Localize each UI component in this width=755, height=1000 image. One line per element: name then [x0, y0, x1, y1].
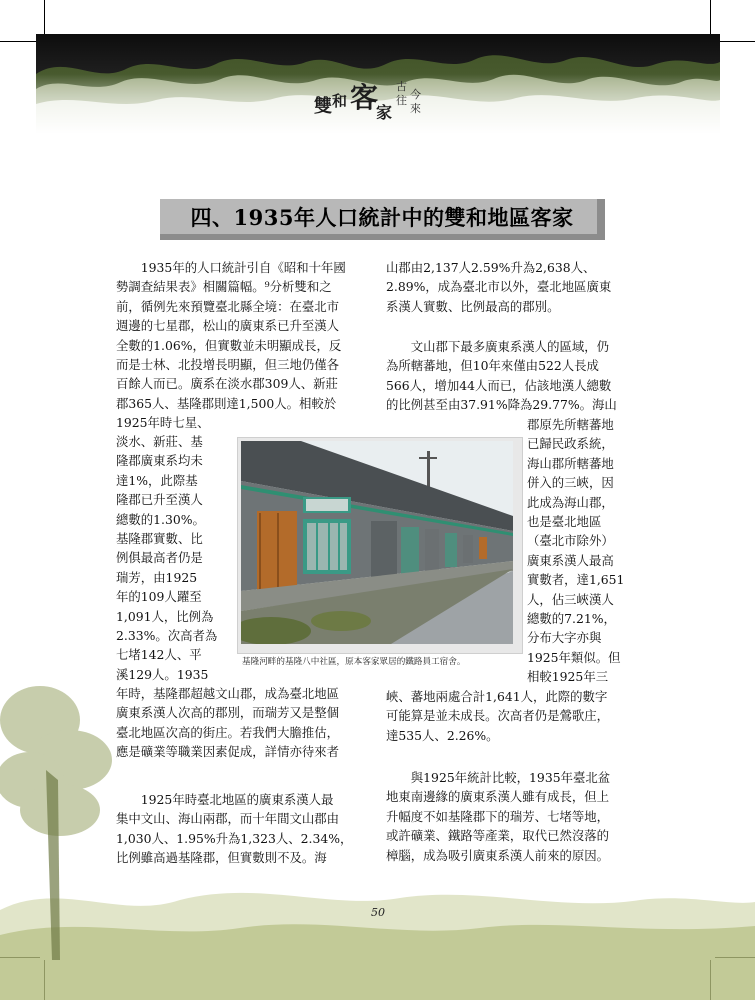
text-line: 週邊的七星郡，松山的廣東系已升至漢人 — [116, 318, 340, 334]
text-line: 1935年的人口統計引自《昭和十年國 — [116, 260, 346, 275]
text-line: 海山郡所轄蕃地 — [527, 455, 614, 471]
right-paragraph-2 — [386, 337, 640, 415]
left-paragraph-1 — [116, 258, 370, 433]
text-line: 總數的1.30%。 — [116, 511, 205, 527]
left-paragraph-2 — [116, 790, 370, 868]
text-line: 2.89%，成為臺北市以外，臺北地區廣東 — [386, 279, 612, 295]
logo-char: 來 — [410, 102, 421, 115]
text-line: 分布大字亦與 — [527, 630, 602, 646]
text-line: 廣東系漢人次高的郡別，而瑞芳又是整個 — [116, 705, 340, 721]
text-line: 集中文山、海山兩郡，而十年間文山郡由 — [116, 811, 340, 827]
text-line: 為所轄蕃地，但10年來僅由522人長成 — [386, 358, 599, 374]
book-logo — [312, 74, 430, 126]
crop-mark — [0, 41, 40, 42]
text-line: 或許礦業、鐵路等產業，取代已然沒落的 — [386, 828, 610, 844]
text-line: 可能算是並未成長。次高者仍是鶯歌庄， — [386, 708, 610, 724]
text-line: 1925年類似。但 — [527, 649, 621, 665]
text-line: 例俱最高者仍是 — [116, 550, 203, 566]
text-line: 前，循例先來預覽臺北縣全境：在臺北市 — [116, 298, 340, 314]
right-wrap-text — [527, 415, 643, 686]
right-paragraph-2-tail — [386, 687, 640, 745]
text-line: 系漢人實數、比例最高的郡別。 — [386, 298, 560, 314]
tree-silhouette — [0, 660, 120, 960]
photo-caption: 基隆河畔的基隆八中社區，原本客家眾居的鐵路員工宿舍。 — [242, 657, 466, 667]
text-line: 人，佔三峽漢人 — [527, 591, 614, 607]
text-line: 勢調查結果表》相關篇幅。⁹分析雙和之 — [116, 279, 332, 295]
section-title: 四、1935年人口統計中的雙和地區客家 — [190, 205, 574, 230]
text-line: 臺北地區次高的街庄。若我們大膽推估， — [116, 724, 340, 740]
text-line: 年時，基隆郡超越文山郡，成為臺北地區 — [116, 686, 340, 701]
logo-char: 和 — [332, 92, 348, 110]
left-paragraph-1-tail — [116, 684, 370, 762]
text-line: 溪129人。1935 — [116, 666, 209, 682]
text-line: 此成為海山郡， — [527, 494, 614, 510]
page-number: 50 — [371, 906, 385, 919]
dormitory-photo — [241, 441, 513, 644]
text-line: 郡原先所轄蕃地 — [527, 417, 614, 432]
text-line: 文山郡下最多廣東系漢人的區域，仍 — [386, 339, 610, 354]
right-paragraph-1 — [386, 258, 640, 316]
text-line: 淡水、新莊、基 — [116, 434, 203, 449]
text-line: 隆郡已升至漢人 — [116, 492, 203, 508]
text-line: 升幅度不如基隆郡下的瑞芳、七堵等地， — [386, 808, 610, 824]
logo-char: 客 — [350, 81, 379, 114]
text-line: 相較1925年三 — [527, 669, 609, 685]
logo-char: 古 — [396, 80, 407, 93]
text-line: 1,091人，比例為 — [116, 608, 214, 624]
text-line: （臺北市除外） — [527, 533, 614, 549]
text-line: 達1%，此際基 — [116, 472, 198, 488]
right-paragraph-3 — [386, 768, 640, 865]
text-line: 而是士林、北投增長明顯，但三地仍僅各 — [116, 356, 340, 372]
text-line: 併入的三峽，因 — [527, 475, 614, 491]
text-line: 地東南邊緣的廣東系漢人雖有成長，但上 — [386, 789, 610, 805]
text-line: 年的109人躍至 — [116, 589, 202, 605]
text-line: 瑞芳，由1925 — [116, 569, 198, 585]
logo-char: 今 — [410, 88, 421, 101]
text-line: 1925年時七星、 — [116, 415, 210, 431]
logo-char: 家 — [376, 103, 393, 122]
text-line: 總數的7.21%， — [527, 610, 616, 626]
text-line: 比例雖高過基隆郡，但實數則不及。海 — [116, 850, 327, 866]
text-line: 已歸民政系統， — [527, 436, 614, 452]
text-line: 隆郡廣東系均未 — [116, 453, 203, 469]
text-line: 的比例甚至由37.91%降為29.77%。海山 — [386, 397, 617, 413]
text-line: 2.33%。次高者為 — [116, 627, 218, 643]
text-line: 實數者，達1,651 — [527, 572, 625, 588]
left-wrap-text — [116, 432, 234, 684]
text-line: 與1925年統計比較，1935年臺北盆 — [386, 770, 611, 785]
text-line: 基隆郡實數、比 — [116, 530, 203, 546]
text-line: 峽、蕃地兩處合計1,641人，此際的數字 — [386, 689, 608, 704]
text-line: 1925年時臺北地區的廣東系漢人最 — [116, 792, 334, 807]
text-line: 樟腦，成為吸引廣東系漢人前來的原因。 — [386, 847, 610, 863]
text-line: 全數的1.06%，但實數並未明顯成長，反 — [116, 337, 342, 353]
text-line: 山郡由2,137人2.59%升為2,638人、 — [386, 260, 596, 275]
text-line: 七堵142人、平 — [116, 647, 202, 663]
logo-char: 往 — [396, 94, 407, 107]
text-line: 566人，增加44人而已，佔該地漢人總數 — [386, 377, 612, 393]
logo-char: 雙 — [314, 96, 332, 117]
text-line: 達535人、2.26%。 — [386, 727, 499, 743]
text-line: 百餘人而已。廣系在淡水郡309人、新莊 — [116, 376, 338, 392]
text-line: 1,030人、1.95%升為1,323人、2.34%， — [116, 830, 353, 846]
crop-mark — [715, 41, 755, 42]
text-line: 郡365人、基隆郡則達1,500人。相較於 — [116, 395, 337, 411]
text-line: 廣東系漢人最高 — [527, 552, 614, 568]
text-line: 也是臺北地區 — [527, 513, 602, 529]
text-line: 應是礦業等職業因素促成，詳情亦待來者 — [116, 744, 340, 760]
